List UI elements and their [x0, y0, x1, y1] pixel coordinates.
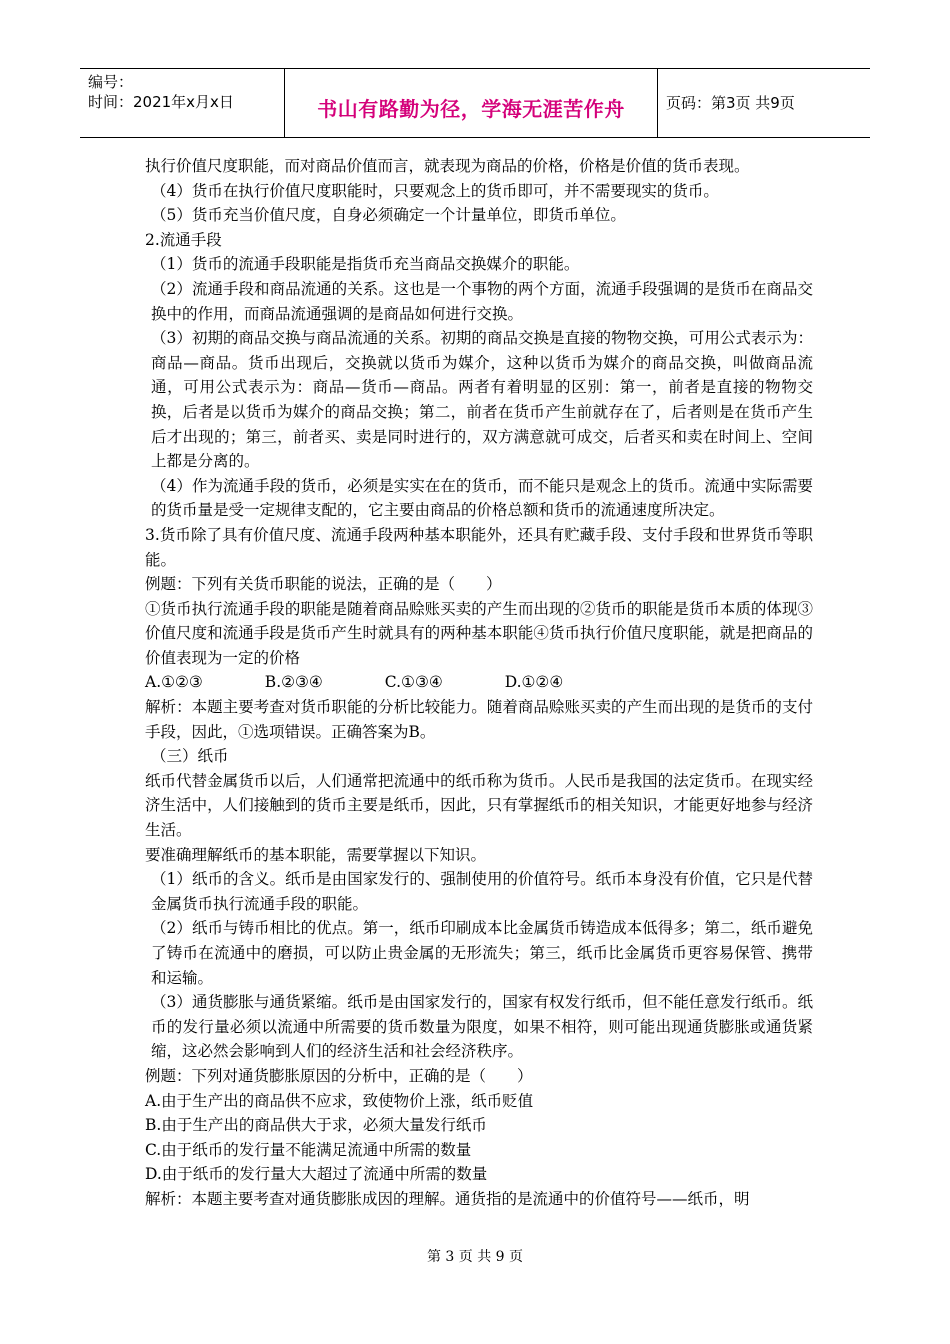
analysis: 解析：本题主要考查对货币职能的分析比较能力。随着商品赊账买卖的产生而出现的是货币的支付手段，因此，①选项错误。正确答案为B。 [145, 698, 813, 741]
paragraph: 要准确理解纸币的基本职能，需要掌握以下知识。 [145, 845, 487, 864]
paragraph: 3.货币除了具有价值尺度、流通手段两种基本职能外，还具有贮藏手段、支付手段和世界货币等职能。 [145, 525, 813, 569]
paragraph: （1）纸币的含义。纸币是由国家发行的、强制使用的价值符号。纸币本身没有价值，它只是代替金属货币执行流通手段的职能。 [151, 870, 813, 913]
paragraph: （5）货币充当价值尺度，自身必须确定一个计量单位，即货币单位。 [151, 206, 626, 225]
section-heading: 2.流通手段 [145, 230, 222, 249]
paragraph: （3）通货膨胀与通货紧缩。纸币是由国家发行的，国家有权发行纸币，但不能任意发行纸币。纸币的发行量必须以流通中所需要的货币数量为限度，如果不相符，则可能出现通货膨胀或通货紧缩，这必然会影响到人们的经济生活和社会经济秩序。 [151, 993, 813, 1061]
paragraph: 执行价值尺度职能，而对商品价值而言，就表现为商品的价格，价格是价值的货币表现。 [145, 157, 750, 175]
header-page-label: 页码：第3页 共9页 [666, 94, 795, 112]
header-number-label: 编号： [88, 73, 134, 91]
header-meta-cell [80, 69, 285, 137]
example-statements: ①货币执行流通手段的职能是随着商品赊账买卖的产生而出现的②货币的职能是货币本质的体现③价值尺度和流通手段是货币产生时就具有的两种基本职能④货币执行价值尺度职能，就是把商品的价值表现为一定的价格 [145, 599, 813, 667]
paragraph: （1）货币的流通手段职能是指货币充当商品交换媒介的职能。 [151, 255, 580, 274]
answer-option: A.由于生产出的商品供不应求，致使物价上涨，纸币贬值 [145, 1091, 534, 1110]
paragraph: （4）货币在执行价值尺度职能时，只要观念上的货币即可，并不需要现实的货币。 [151, 181, 719, 200]
header-page-cell [658, 69, 870, 137]
answer-option: D.由于纸币的发行量大大超过了流通中所需的数量 [145, 1165, 488, 1184]
paragraph: （2）纸币与铸币相比的优点。第一，纸币印刷成本比金属货币铸造成本低得多；第二，纸币避免了铸币在流通中的磨损，可以防止贵金属的无形流失；第三，纸币比金属货币更容易保管、携带和运输。 [151, 919, 813, 987]
page-header [80, 68, 870, 138]
header-motto: 书山有路勤为径，学海无涯苦作舟 [317, 97, 625, 121]
header-date-label: 时间：2021年x月x日 [88, 93, 234, 111]
page-footer: 第 3 页 共 9 页 [426, 1249, 524, 1265]
section-heading: （三）纸币 [151, 747, 229, 766]
paragraph: （4）作为流通手段的货币，必须是实实在在的货币，而不能只是观念上的货币。流通中实际需要的货币量是受一定规律支配的，它主要由商品的价格总额和货币的流通速度所决定。 [151, 476, 813, 520]
analysis: 解析：本题主要考查对通货膨胀成因的理解。通货指的是流通中的价值符号——纸币，明 [145, 1189, 750, 1208]
answer-option: C.由于纸币的发行量不能满足流通中所需的数量 [145, 1140, 472, 1159]
answer-option: B.由于生产出的商品供大于求，必须大量发行纸币 [145, 1116, 487, 1135]
paragraph: 纸币代替金属货币以后，人们通常把流通中的纸币称为货币。人民币是我国的法定货币。在现实经济生活中，人们接触到的货币主要是纸币，因此，只有掌握纸币的相关知识，才能更好地参与经济生活。 [145, 771, 813, 840]
example-question: 例题：下列有关货币职能的说法，正确的是（ ） [145, 575, 502, 594]
paragraph: （3）初期的商品交换与商品流通的关系。初期的商品交换是直接的物物交换，可用公式表示为：商品—商品。货币出现后，交换就以货币为媒介，这种以货币为媒介的商品交换，叫做商品流通，可用公式表示为：商品—货币—商品。两者有着明显的区别：第一，前者是直接的物物交换，后者是以货币为媒介的商品交换；第二，前者在货币产生前就存在了，后者则是在货币产生后才出现的；第三，前者买、卖是同时进行的，双方满意就可成交，后者买和卖在时间上、空间上都是分离的。 [151, 329, 813, 471]
example-question: 例题：下列对通货膨胀原因的分析中，正确的是（ ） [145, 1066, 533, 1085]
answer-options: A.①②③ B.②③④ C.①③④ D.①②④ [145, 673, 564, 692]
paragraph: （2）流通手段和商品流通的关系。这也是一个事物的两个方面，流通手段强调的是货币在商品交换中的作用，而商品流通强调的是商品如何进行交换。 [151, 279, 813, 323]
header-motto-cell [285, 69, 658, 137]
document-body [145, 154, 813, 1212]
